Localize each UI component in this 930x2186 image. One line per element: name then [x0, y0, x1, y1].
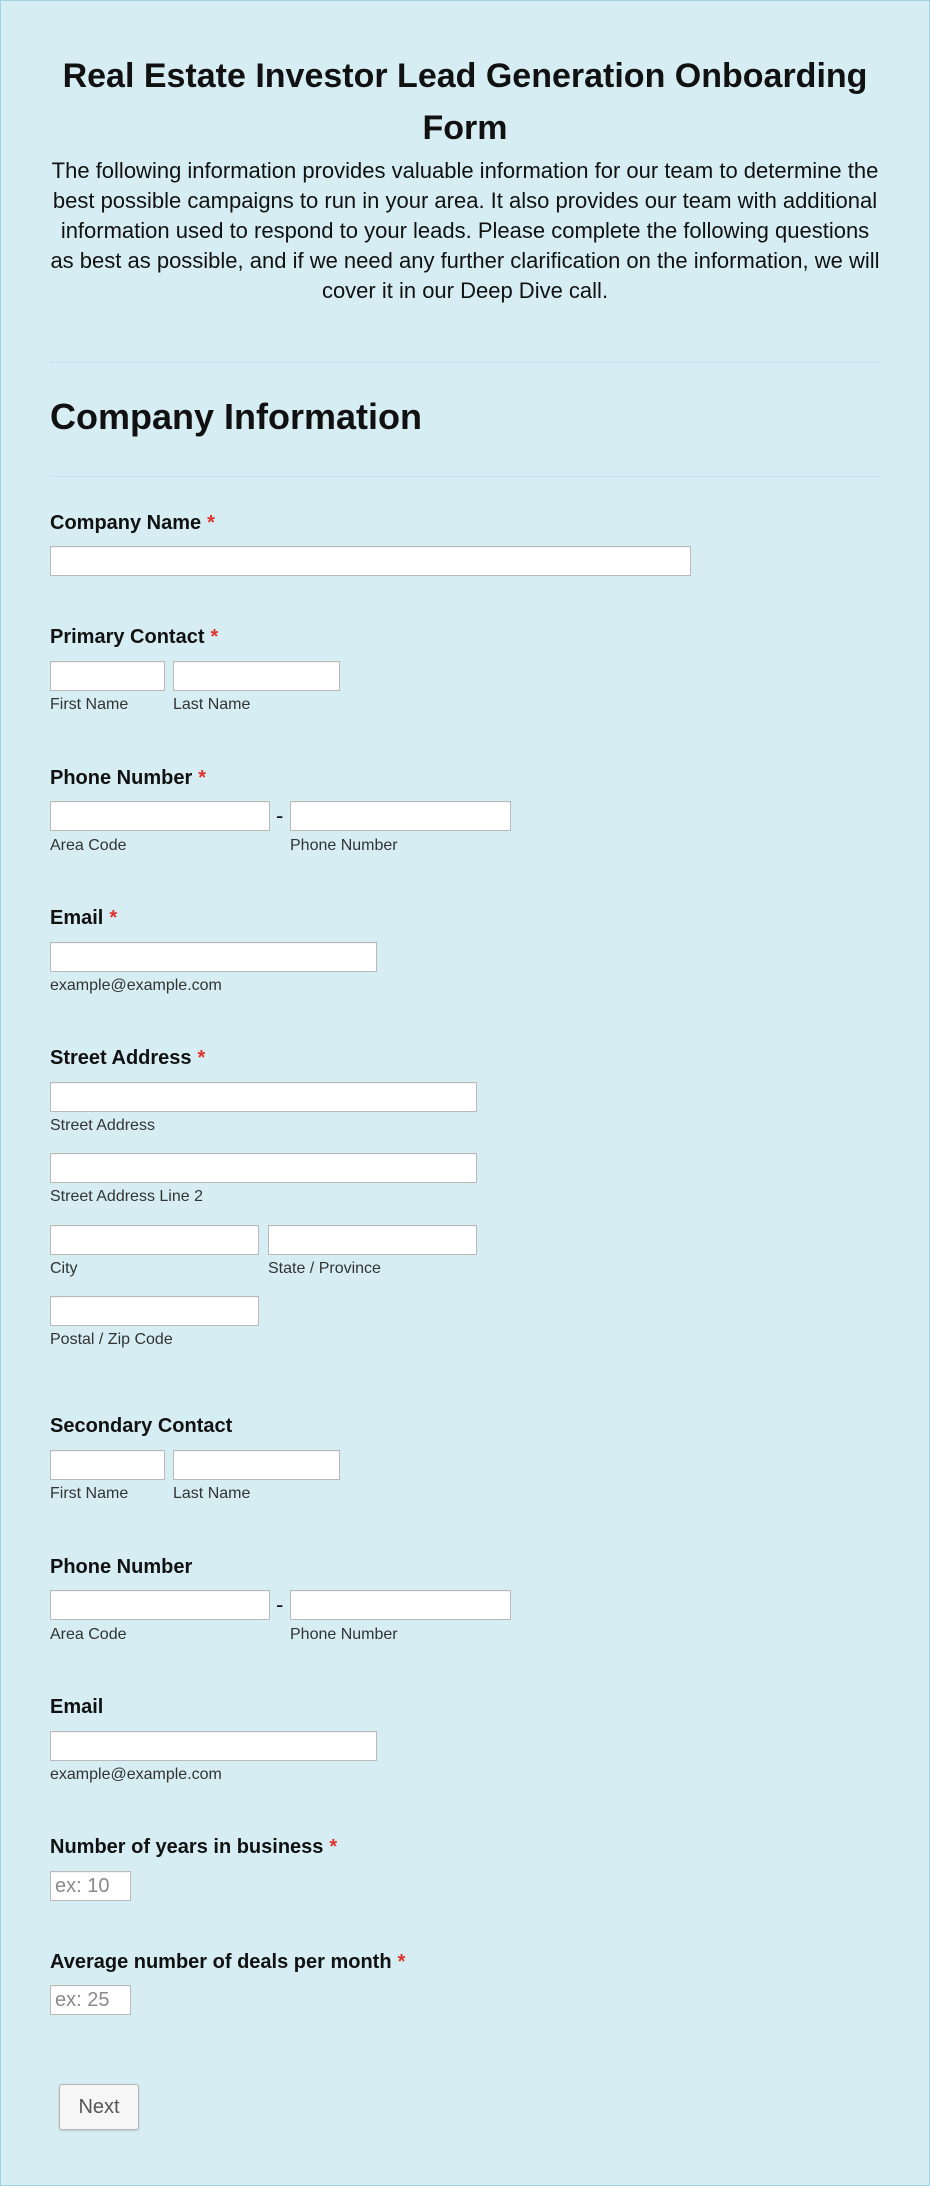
- phone-question: [50, 763, 206, 793]
- email-input[interactable]: [50, 942, 377, 972]
- required-mark: *: [329, 1836, 338, 1858]
- next-button[interactable]: Next: [59, 2084, 139, 2130]
- secondary-contact-question: [50, 1411, 232, 1441]
- email2-sublabel: example@example.com: [50, 1766, 222, 1783]
- email-label: Email *: [50, 907, 118, 929]
- state-input[interactable]: [268, 1225, 477, 1255]
- address-label: Street Address *: [50, 1047, 206, 1069]
- phone-area-code-input[interactable]: [50, 801, 270, 831]
- phone-number-input[interactable]: [290, 801, 511, 831]
- street-address-line2-sublabel: Street Address Line 2: [50, 1188, 203, 1205]
- phone-area-code-sublabel: Area Code: [50, 837, 127, 854]
- city-input[interactable]: [50, 1225, 259, 1255]
- section-title: Company Information: [50, 396, 423, 437]
- email2-question: [50, 1692, 103, 1722]
- zip-input[interactable]: [50, 1296, 259, 1326]
- form-header: [50, 50, 880, 306]
- section-divider: [50, 476, 880, 477]
- city-sublabel: City: [50, 1260, 78, 1277]
- street-address-input[interactable]: [50, 1082, 477, 1112]
- required-mark: *: [207, 512, 215, 534]
- years-input[interactable]: ex: 10: [50, 1871, 131, 1901]
- street-address-sublabel: Street Address: [50, 1117, 155, 1134]
- email2-label: Email: [50, 1696, 104, 1718]
- company-name-input[interactable]: [50, 546, 691, 576]
- phone2-area-code-sublabel: Area Code: [50, 1626, 127, 1643]
- phone-number-sublabel: Phone Number: [290, 837, 398, 854]
- required-mark: *: [210, 626, 219, 648]
- primary-first-name-input[interactable]: [50, 661, 165, 691]
- zip-sublabel: Postal / Zip Code: [50, 1331, 173, 1348]
- company-name-label: Company Name *: [50, 512, 215, 534]
- street-address-line2-input[interactable]: [50, 1153, 477, 1183]
- phone2-separator: -: [276, 1592, 284, 1617]
- phone2-number-sublabel: Phone Number: [290, 1626, 398, 1643]
- secondary-last-name-input[interactable]: [173, 1450, 340, 1480]
- deals-input[interactable]: ex: 25: [50, 1985, 131, 2015]
- primary-last-name-sublabel: Last Name: [173, 696, 251, 713]
- form-intro: The following information provides valuable information for our team to determine the best possible campaigns to run in your area. It also provides our team with additional information used to respond to your leads. Please complete the following questions as best as possible, and if we need any further clarification on the information, we will cover it in our Deep Dive call.: [50, 158, 880, 303]
- deals-question: [50, 1947, 405, 1977]
- primary-first-name-sublabel: First Name: [50, 696, 129, 713]
- phone2-label: Phone Number: [50, 1556, 193, 1578]
- phone-separator: -: [276, 803, 284, 828]
- secondary-last-name-sublabel: Last Name: [173, 1485, 251, 1502]
- years-question: [50, 1832, 337, 1862]
- required-mark: *: [198, 767, 207, 789]
- phone-label: Phone Number *: [50, 767, 207, 789]
- primary-contact-label: Primary Contact *: [50, 626, 219, 648]
- company-name-question: [50, 508, 215, 538]
- secondary-first-name-sublabel: First Name: [50, 1485, 129, 1502]
- form-title: Real Estate Investor Lead Generation Onboarding Form: [62, 57, 868, 147]
- phone2-area-code-input[interactable]: [50, 1590, 270, 1620]
- secondary-first-name-input[interactable]: [50, 1450, 165, 1480]
- state-sublabel: State / Province: [268, 1260, 381, 1277]
- phone2-number-input[interactable]: [290, 1590, 511, 1620]
- address-question: [50, 1043, 205, 1073]
- primary-last-name-input[interactable]: [173, 661, 340, 691]
- primary-contact-question: [50, 622, 218, 652]
- email-question: [50, 903, 117, 933]
- phone2-question: [50, 1552, 192, 1582]
- required-mark: *: [197, 1047, 206, 1069]
- email-sublabel: example@example.com: [50, 977, 222, 994]
- required-mark: *: [109, 907, 118, 929]
- email2-input[interactable]: [50, 1731, 377, 1761]
- required-mark: *: [397, 1951, 406, 1973]
- deals-label: Average number of deals per month *: [50, 1951, 406, 1973]
- header-divider: [50, 362, 880, 363]
- years-label: Number of years in business *: [50, 1836, 338, 1858]
- secondary-contact-label: Secondary Contact: [50, 1415, 233, 1437]
